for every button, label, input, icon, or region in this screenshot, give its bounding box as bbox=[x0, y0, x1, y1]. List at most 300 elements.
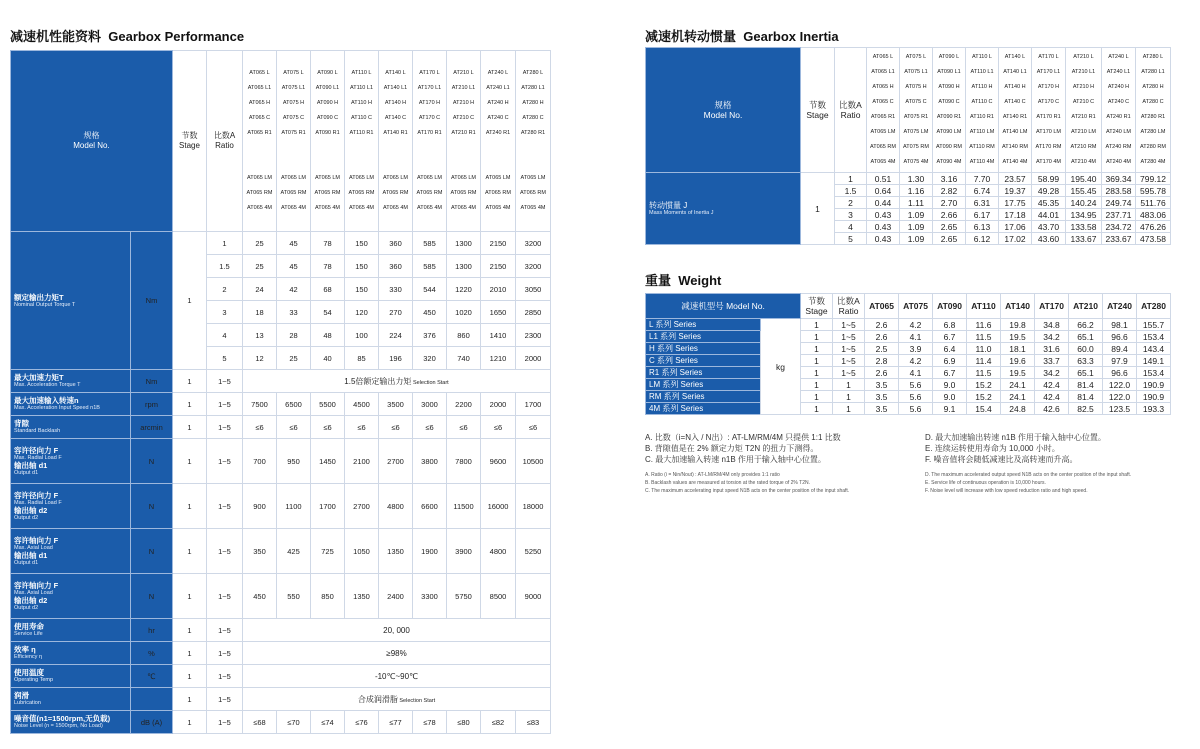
inertia-model-cell bbox=[1102, 48, 1136, 173]
model-cell bbox=[311, 51, 345, 232]
ratio-cell: 5 bbox=[207, 347, 243, 370]
speed-row bbox=[11, 393, 551, 416]
model-code: AT090 L bbox=[317, 70, 338, 76]
value-cell: 78 bbox=[311, 255, 345, 278]
value-cell: 9000 bbox=[516, 574, 551, 619]
notes-right bbox=[925, 432, 1190, 495]
model-code: AT240 RM bbox=[1105, 144, 1132, 150]
note-e: E. 连续运转使用寿命为 10,000 小时。 bbox=[925, 444, 1060, 453]
model-code: AT280 C bbox=[522, 115, 544, 121]
value-cell: 2850 bbox=[516, 301, 551, 324]
value-cell: 320 bbox=[413, 347, 447, 370]
eff-label bbox=[11, 642, 131, 665]
ratio-cell: 3 bbox=[835, 209, 867, 221]
value-cell: ≤77 bbox=[379, 711, 413, 734]
model-header bbox=[11, 51, 173, 232]
value-cell: 28 bbox=[277, 324, 311, 347]
model-code: AT170 L1 bbox=[1036, 69, 1061, 75]
model-code: AT075 L bbox=[283, 70, 304, 76]
axial2-label bbox=[11, 574, 131, 619]
model-code: AT075 H bbox=[905, 84, 927, 90]
table-row bbox=[11, 232, 551, 255]
value-cell: 122.0 bbox=[1103, 379, 1137, 391]
value-cell: 0.51 bbox=[867, 173, 900, 185]
value-cell: 34.8 bbox=[1035, 319, 1069, 331]
life-value-text: 20, 000 bbox=[383, 625, 410, 635]
series-label: 4M 系列 Series bbox=[646, 403, 761, 415]
value-cell: ≤6 bbox=[379, 416, 413, 439]
model-code: AT065 LM bbox=[451, 175, 476, 181]
life-unit: hr bbox=[131, 619, 173, 642]
value-cell: 68 bbox=[311, 278, 345, 301]
size-header: AT090 bbox=[933, 294, 967, 319]
value-cell: 78 bbox=[311, 232, 345, 255]
accel-value-text: 1.5倍额定输出力矩 bbox=[344, 376, 412, 386]
value-cell: 1220 bbox=[447, 278, 481, 301]
value-cell: 122.0 bbox=[1103, 391, 1137, 403]
radial2-label2-zh: 输出轴 d2 bbox=[14, 506, 48, 515]
value-cell: 24 bbox=[243, 278, 277, 301]
value-cell: 0.43 bbox=[867, 209, 900, 221]
model-code: AT065 LM bbox=[485, 175, 511, 181]
value-cell: 143.4 bbox=[1137, 343, 1171, 355]
stage-cell: 1 bbox=[801, 367, 833, 379]
value-cell: 7500 bbox=[243, 393, 277, 416]
size-header: AT110 bbox=[967, 294, 1001, 319]
value-cell: 1210 bbox=[481, 347, 516, 370]
model-code: AT075 R1 bbox=[903, 114, 929, 120]
inertia-label bbox=[646, 173, 801, 245]
noise-ratio: 1~5 bbox=[207, 711, 243, 734]
value-cell: 34.2 bbox=[1035, 367, 1069, 379]
weight-header-row bbox=[646, 294, 1171, 319]
value-cell: 1050 bbox=[345, 529, 379, 574]
value-cell: 16000 bbox=[481, 484, 516, 529]
value-cell: ≤83 bbox=[516, 711, 551, 734]
value-cell: 3.5 bbox=[865, 379, 899, 391]
model-code: AT065 RM bbox=[280, 190, 307, 196]
value-cell: 89.4 bbox=[1103, 343, 1137, 355]
value-cell: 6.7 bbox=[933, 331, 967, 343]
note-d-en: D. The maximum accelerated output speed N1B acts on the center position of the input shaft. bbox=[925, 472, 1132, 478]
size-header: AT280 bbox=[1137, 294, 1171, 319]
value-cell: 9.1 bbox=[933, 403, 967, 415]
inertia-label-en: Mass Moments of Inertia J bbox=[649, 209, 714, 216]
value-cell: 5500 bbox=[311, 393, 345, 416]
temp-label-en: Operating Temp bbox=[14, 677, 54, 684]
value-cell: 15.2 bbox=[967, 391, 1001, 403]
axial1-row bbox=[11, 529, 551, 574]
model-code: AT110 L bbox=[351, 70, 372, 76]
eff-value bbox=[243, 642, 551, 665]
life-row bbox=[11, 619, 551, 642]
value-cell: 150 bbox=[345, 232, 379, 255]
stage-header bbox=[173, 51, 207, 232]
model-code: AT090 R1 bbox=[315, 130, 340, 136]
model-code: AT280 L1 bbox=[1141, 69, 1165, 75]
ratio-cell: 1~5 bbox=[833, 355, 865, 367]
model-code: AT140 H bbox=[1004, 84, 1026, 90]
model-code: AT065 4M bbox=[281, 205, 306, 211]
value-cell: ≤70 bbox=[277, 711, 311, 734]
model-code: AT210 RM bbox=[1070, 144, 1097, 150]
weight-title: 重量 Weight bbox=[645, 273, 722, 288]
value-cell: 133.67 bbox=[1066, 233, 1102, 245]
model-code: AT065 RM bbox=[246, 190, 273, 196]
value-cell: 1900 bbox=[413, 529, 447, 574]
model-code: AT090 L1 bbox=[937, 69, 961, 75]
value-cell: 24.1 bbox=[1001, 391, 1035, 403]
lube-label bbox=[11, 688, 131, 711]
value-cell: 11.0 bbox=[967, 343, 1001, 355]
value-cell: 1410 bbox=[481, 324, 516, 347]
model-code: AT110 L bbox=[972, 54, 992, 60]
model-code: AT280 LM bbox=[1140, 129, 1166, 135]
eff-row bbox=[11, 642, 551, 665]
value-cell: ≤6 bbox=[311, 416, 345, 439]
size-header: AT065 bbox=[865, 294, 899, 319]
value-cell: 195.40 bbox=[1066, 173, 1102, 185]
value-cell: 2.6 bbox=[865, 367, 899, 379]
temp-value bbox=[243, 665, 551, 688]
value-cell: 12 bbox=[243, 347, 277, 370]
eff-unit: % bbox=[131, 642, 173, 665]
value-cell: 2010 bbox=[481, 278, 516, 301]
value-cell: 585 bbox=[413, 232, 447, 255]
model-code: AT110 R1 bbox=[970, 114, 994, 120]
radial1-label bbox=[11, 439, 131, 484]
ratio-header bbox=[207, 51, 243, 232]
model-code: AT140 4M bbox=[1002, 159, 1028, 165]
value-cell: 360 bbox=[379, 255, 413, 278]
model-code: AT065 LM bbox=[383, 175, 408, 181]
model-code: AT240 L bbox=[487, 70, 509, 76]
value-cell: 60.0 bbox=[1069, 343, 1103, 355]
value-cell: 25 bbox=[243, 232, 277, 255]
model-cell bbox=[277, 51, 311, 232]
radial2-stage: 1 bbox=[173, 484, 207, 529]
note-a: A. 比数（i=N入 / N出）: AT-LM/RM/4M 只提供 1:1 比数 bbox=[645, 433, 841, 442]
table-row bbox=[646, 403, 1171, 415]
life-ratio: 1~5 bbox=[207, 619, 243, 642]
ratio-cell: 1 bbox=[833, 391, 865, 403]
value-cell: 9.0 bbox=[933, 379, 967, 391]
value-cell: 1300 bbox=[447, 255, 481, 278]
value-cell: 4800 bbox=[481, 529, 516, 574]
value-cell: 1450 bbox=[311, 439, 345, 484]
axial1-ratio: 1~5 bbox=[207, 529, 243, 574]
value-cell: 1.11 bbox=[900, 197, 933, 209]
radial2-label2-en: Output d2 bbox=[14, 515, 39, 521]
model-code: AT240 4M bbox=[1106, 159, 1131, 165]
stage-cell: 1 bbox=[801, 379, 833, 391]
axial1-unit: N bbox=[131, 529, 173, 574]
model-code: AT280 H bbox=[1142, 84, 1164, 90]
model-code: AT280 R1 bbox=[1140, 114, 1166, 120]
model-code: AT065 4M bbox=[383, 205, 408, 211]
model-code: AT065 RM bbox=[485, 190, 511, 196]
value-cell: 120 bbox=[345, 301, 379, 324]
value-cell: 369.34 bbox=[1102, 173, 1136, 185]
value-cell: 473.58 bbox=[1136, 233, 1171, 245]
value-cell: 2.65 bbox=[933, 221, 966, 233]
value-cell: 65.1 bbox=[1069, 331, 1103, 343]
value-cell: 4.2 bbox=[899, 319, 933, 331]
ratio-header-en: Ratio bbox=[215, 141, 234, 150]
model-code: AT210 4M bbox=[1071, 159, 1096, 165]
value-cell: 3900 bbox=[447, 529, 481, 574]
value-cell: 17.06 bbox=[999, 221, 1032, 233]
model-code: AT170 L bbox=[419, 70, 440, 76]
model-code: AT090 C bbox=[316, 115, 339, 121]
model-code: AT170 L1 bbox=[417, 85, 442, 91]
noise-stage: 1 bbox=[173, 711, 207, 734]
axial1-label2-zh: 输出轴 d1 bbox=[14, 551, 48, 560]
model-code: AT170 L bbox=[1038, 54, 1059, 60]
value-cell: 740 bbox=[447, 347, 481, 370]
model-code: AT140 RM bbox=[1002, 144, 1028, 150]
value-cell: 140.24 bbox=[1066, 197, 1102, 209]
value-cell: 133.58 bbox=[1066, 221, 1102, 233]
eff-ratio: 1~5 bbox=[207, 642, 243, 665]
value-cell: 17.75 bbox=[999, 197, 1032, 209]
speed-ratio: 1~5 bbox=[207, 393, 243, 416]
stage-header-en: Stage bbox=[806, 110, 829, 120]
ratio-cell: 1 bbox=[207, 232, 243, 255]
value-cell: ≤6 bbox=[413, 416, 447, 439]
inertia-model-cell bbox=[933, 48, 966, 173]
model-code: AT280 RM bbox=[1140, 144, 1166, 150]
value-cell: 0.43 bbox=[867, 221, 900, 233]
radial2-ratio: 1~5 bbox=[207, 484, 243, 529]
model-code: AT240 C bbox=[487, 115, 509, 121]
stage-header-en: Stage bbox=[179, 141, 200, 150]
axial1-label-zh: 容许轴向力 F bbox=[14, 535, 59, 545]
stage-header-zh: 节数 bbox=[181, 131, 198, 140]
size-header: AT170 bbox=[1035, 294, 1069, 319]
inertia-model-cell bbox=[867, 48, 900, 173]
value-cell: 1700 bbox=[311, 484, 345, 529]
value-cell: 2000 bbox=[481, 393, 516, 416]
value-cell: 2000 bbox=[516, 347, 551, 370]
value-cell: 11.5 bbox=[967, 331, 1001, 343]
value-cell: ≤6 bbox=[516, 416, 551, 439]
series-label: L 系列 Series bbox=[646, 319, 761, 331]
axial2-label-en: Max. Axial Load bbox=[14, 589, 53, 596]
weight-model-header: 减速机型号 Model No. bbox=[646, 294, 801, 319]
value-cell: 3200 bbox=[516, 232, 551, 255]
value-cell: 153.4 bbox=[1137, 367, 1171, 379]
table-row bbox=[646, 343, 1171, 355]
temp-ratio: 1~5 bbox=[207, 665, 243, 688]
model-code: AT140 C bbox=[1004, 99, 1026, 105]
value-cell: 149.1 bbox=[1137, 355, 1171, 367]
model-code: AT065 4M bbox=[417, 205, 442, 211]
axial1-label bbox=[11, 529, 131, 574]
value-cell: 45 bbox=[277, 255, 311, 278]
model-code: AT110 R1 bbox=[349, 130, 374, 136]
model-code: AT065 4M bbox=[870, 159, 896, 165]
value-cell: 4800 bbox=[379, 484, 413, 529]
note-c-en: C. The maximum accelerating input speed N1B acts on the center position of the input shaft. bbox=[645, 488, 850, 494]
axial2-label2-zh: 输出轴 d2 bbox=[14, 596, 48, 605]
axial2-stage: 1 bbox=[173, 574, 207, 619]
value-cell: 1350 bbox=[345, 574, 379, 619]
radial1-label-en: Max. Radial Load F bbox=[14, 454, 62, 461]
radial2-label-zh: 容许径向力 F bbox=[14, 490, 59, 500]
model-code: AT170 R1 bbox=[417, 130, 442, 136]
value-cell: 43.60 bbox=[1032, 233, 1066, 245]
speed-unit: rpm bbox=[131, 393, 173, 416]
lube-row bbox=[11, 688, 551, 711]
stage-header-zh: 节数 bbox=[808, 296, 826, 306]
temp-value-text: -10℃~90℃ bbox=[374, 671, 419, 681]
value-cell: 233.67 bbox=[1102, 233, 1136, 245]
value-cell: 155.45 bbox=[1066, 185, 1102, 197]
note-c: C. 最大加速输入转速 n1B 作用于输入轴中心位置。 bbox=[645, 455, 826, 464]
model-code: AT065 L bbox=[249, 70, 270, 76]
backlash-unit: arcmin bbox=[131, 416, 173, 439]
table-row bbox=[646, 391, 1171, 403]
value-cell: 196 bbox=[379, 347, 413, 370]
inertia-model-cell bbox=[999, 48, 1032, 173]
value-cell: 6.13 bbox=[966, 221, 999, 233]
model-code: AT170 C bbox=[418, 115, 441, 121]
value-cell: ≤78 bbox=[413, 711, 447, 734]
value-cell: 5.6 bbox=[899, 391, 933, 403]
model-code: AT065 RM bbox=[416, 190, 443, 196]
model-code: AT090 C bbox=[938, 99, 960, 105]
model-code: AT240 R1 bbox=[1106, 114, 1131, 120]
value-cell: 98.1 bbox=[1103, 319, 1137, 331]
value-cell: 450 bbox=[243, 574, 277, 619]
note-b-en: B. Backlash values are measured at torsion at the rated torque of 2% T2N. bbox=[645, 480, 810, 486]
value-cell: ≤6 bbox=[277, 416, 311, 439]
value-cell: 42.4 bbox=[1035, 379, 1069, 391]
model-code: AT210 L bbox=[1073, 54, 1094, 60]
radial1-label-zh: 容许径向力 F bbox=[14, 445, 59, 455]
value-cell: 1.09 bbox=[900, 209, 933, 221]
note-f: F. 噪音值将会随低减速比及高转速而升高。 bbox=[925, 455, 1078, 464]
noise-row bbox=[11, 711, 551, 734]
value-cell: 40 bbox=[311, 347, 345, 370]
model-code: AT140 R1 bbox=[1002, 114, 1028, 120]
model-code: AT065 H bbox=[248, 100, 271, 106]
value-cell: 5750 bbox=[447, 574, 481, 619]
model-code: AT170 H bbox=[1037, 84, 1060, 90]
torque-label-en: Nominal Output Torque T bbox=[14, 301, 76, 308]
value-cell: ≤82 bbox=[481, 711, 516, 734]
value-cell: 134.95 bbox=[1066, 209, 1102, 221]
model-header-en: Model No. bbox=[73, 141, 110, 150]
value-cell: 0.43 bbox=[867, 233, 900, 245]
ratio-cell: 1 bbox=[835, 173, 867, 185]
value-cell: ≤74 bbox=[311, 711, 345, 734]
weight-ratio-header bbox=[833, 294, 865, 319]
model-code: AT090 L1 bbox=[315, 85, 340, 91]
value-cell: 150 bbox=[345, 278, 379, 301]
accel-row bbox=[11, 370, 551, 393]
model-code: AT210 R1 bbox=[1071, 114, 1096, 120]
accel-value-en: Selection Start bbox=[412, 379, 449, 386]
eff-stage: 1 bbox=[173, 642, 207, 665]
value-cell: 7800 bbox=[447, 439, 481, 484]
inertia-table bbox=[645, 47, 1171, 245]
ratio-cell: 3 bbox=[207, 301, 243, 324]
value-cell: 8500 bbox=[481, 574, 516, 619]
value-cell: 550 bbox=[277, 574, 311, 619]
eff-label-en: Efficiency η bbox=[14, 654, 43, 661]
value-cell: 224 bbox=[379, 324, 413, 347]
value-cell: 3800 bbox=[413, 439, 447, 484]
table-row bbox=[646, 379, 1171, 391]
value-cell: 3000 bbox=[413, 393, 447, 416]
backlash-stage: 1 bbox=[173, 416, 207, 439]
value-cell: 31.6 bbox=[1035, 343, 1069, 355]
value-cell: 10500 bbox=[516, 439, 551, 484]
backlash-label bbox=[11, 416, 131, 439]
lube-label-en: Lubrication bbox=[14, 700, 41, 707]
value-cell: 15.4 bbox=[967, 403, 1001, 415]
model-code: AT075 L1 bbox=[904, 69, 928, 75]
value-cell: ≤6 bbox=[243, 416, 277, 439]
axial1-stage: 1 bbox=[173, 529, 207, 574]
torque-unit: Nm bbox=[131, 232, 173, 370]
model-code: AT110 H bbox=[351, 100, 372, 106]
life-label-en: Service Life bbox=[14, 631, 43, 638]
model-code: AT210 L1 bbox=[451, 85, 476, 91]
stage-cell: 1 bbox=[801, 355, 833, 367]
inertia-label-zh: 转动惯量 J bbox=[649, 200, 688, 210]
ratio-cell: 1~5 bbox=[833, 319, 865, 331]
value-cell: 54 bbox=[311, 301, 345, 324]
inertia-stage-header bbox=[801, 48, 835, 173]
model-code: AT210 R1 bbox=[451, 130, 476, 136]
stage-header-en: Stage bbox=[805, 306, 828, 316]
life-value bbox=[243, 619, 551, 642]
value-cell: 11.4 bbox=[967, 355, 1001, 367]
value-cell: 2.5 bbox=[865, 343, 899, 355]
value-cell: 193.3 bbox=[1137, 403, 1171, 415]
value-cell: 3300 bbox=[413, 574, 447, 619]
model-code: AT065 RM bbox=[382, 190, 409, 196]
perf-header-row bbox=[11, 51, 551, 232]
backlash-ratio: 1~5 bbox=[207, 416, 243, 439]
torque-stage: 1 bbox=[173, 232, 207, 370]
model-code: AT075 LM bbox=[903, 129, 929, 135]
model-code: AT065 RM bbox=[314, 190, 341, 196]
model-code: AT280 L1 bbox=[521, 85, 545, 91]
model-code: AT075 H bbox=[282, 100, 305, 106]
value-cell: 3050 bbox=[516, 278, 551, 301]
model-code: AT065 4M bbox=[485, 205, 511, 211]
note-e-en: E. Service life of continuous operation is 10,000 hours. bbox=[925, 480, 1046, 486]
performance-table bbox=[10, 50, 551, 734]
model-header-zh: 规格 bbox=[83, 131, 100, 140]
ratio-header-zh: 比数A bbox=[213, 131, 236, 140]
value-cell: 249.74 bbox=[1102, 197, 1136, 209]
value-cell: 6.9 bbox=[933, 355, 967, 367]
ratio-cell: 1 bbox=[833, 403, 865, 415]
value-cell: 19.5 bbox=[1001, 331, 1035, 343]
inertia-model-cell bbox=[900, 48, 933, 173]
value-cell: 24.8 bbox=[1001, 403, 1035, 415]
value-cell: 7.70 bbox=[966, 173, 999, 185]
model-code: AT075 C bbox=[905, 99, 927, 105]
model-code: AT280 R1 bbox=[520, 130, 546, 136]
value-cell: 1.09 bbox=[900, 233, 933, 245]
note-d: D. 最大加速输出转速 n1B 作用于输入轴中心位置。 bbox=[925, 433, 1106, 442]
